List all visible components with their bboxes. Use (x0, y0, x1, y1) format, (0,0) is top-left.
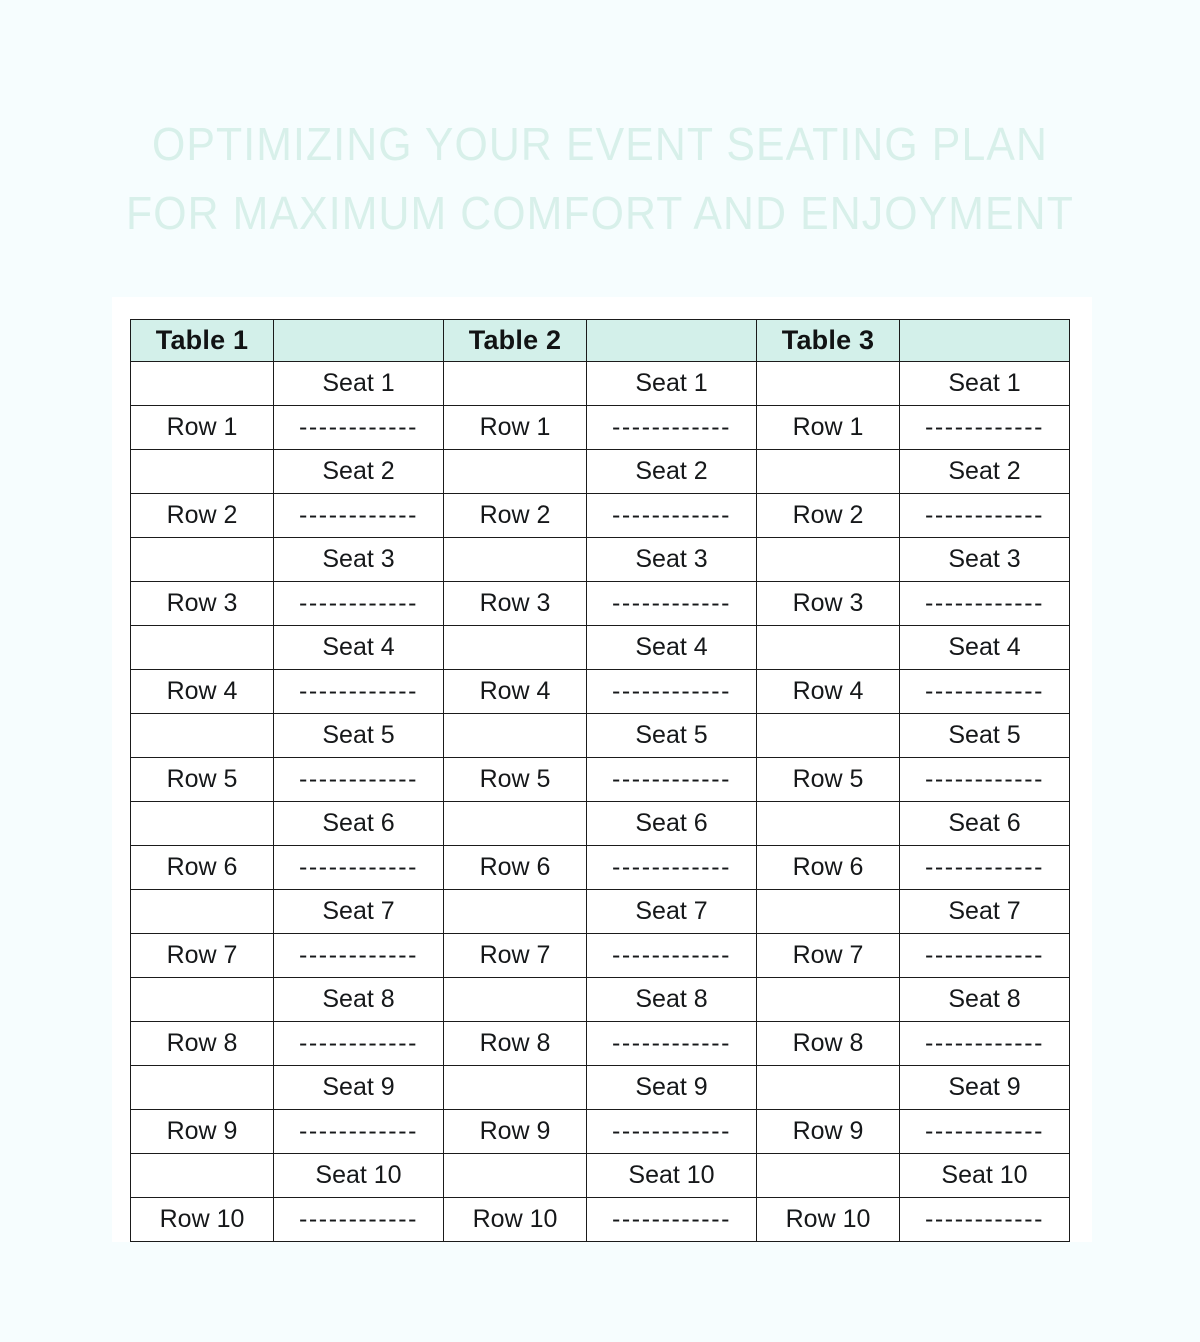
seat-label-cell: Seat 1 (900, 362, 1070, 406)
seat-label-cell: Seat 6 (900, 802, 1070, 846)
empty-cell (131, 890, 274, 934)
seat-label-cell: Seat 4 (587, 626, 757, 670)
empty-cell (757, 538, 900, 582)
row-label-cell: Row 1 (757, 406, 900, 450)
empty-cell (131, 450, 274, 494)
table-row (131, 582, 1070, 626)
seat-label-cell: Seat 3 (900, 538, 1070, 582)
table-row (131, 670, 1070, 714)
empty-cell (131, 626, 274, 670)
dashed-line-cell: ------------ (274, 406, 444, 450)
dashed-line-cell: ------------ (587, 846, 757, 890)
row-label-cell: Row 3 (131, 582, 274, 626)
empty-cell (444, 450, 587, 494)
row-label-cell: Row 7 (757, 934, 900, 978)
dashed-line-cell: ------------ (274, 1022, 444, 1066)
seat-label-cell: Seat 7 (900, 890, 1070, 934)
seat-label-cell: Seat 5 (900, 714, 1070, 758)
seat-label-cell: Seat 8 (274, 978, 444, 1022)
dashed-line-cell: ------------ (587, 406, 757, 450)
empty-cell (444, 538, 587, 582)
row-label-cell: Row 8 (131, 1022, 274, 1066)
row-label-cell: Row 5 (757, 758, 900, 802)
empty-cell (131, 978, 274, 1022)
dashed-line-cell: ------------ (274, 670, 444, 714)
table-row (131, 802, 1070, 846)
seat-label-cell: Seat 7 (587, 890, 757, 934)
seat-label-cell: Seat 3 (274, 538, 444, 582)
row-label-cell: Row 2 (757, 494, 900, 538)
dashed-line-cell: ------------ (900, 670, 1070, 714)
empty-cell (757, 890, 900, 934)
row-label-cell: Row 1 (444, 406, 587, 450)
seat-label-cell: Seat 10 (900, 1154, 1070, 1198)
seat-label-cell: Seat 1 (274, 362, 444, 406)
seat-label-cell: Seat 10 (587, 1154, 757, 1198)
seat-label-cell: Seat 5 (274, 714, 444, 758)
row-label-cell: Row 3 (757, 582, 900, 626)
dashed-line-cell: ------------ (900, 758, 1070, 802)
table-row (131, 450, 1070, 494)
empty-cell (757, 714, 900, 758)
seat-label-cell: Seat 9 (587, 1066, 757, 1110)
seat-label-cell: Seat 8 (900, 978, 1070, 1022)
dashed-line-cell: ------------ (274, 758, 444, 802)
table-row (131, 1110, 1070, 1154)
row-label-cell: Row 9 (757, 1110, 900, 1154)
row-label-cell: Row 6 (131, 846, 274, 890)
seat-label-cell: Seat 1 (587, 362, 757, 406)
table-row (131, 1154, 1070, 1198)
row-label-cell: Row 7 (444, 934, 587, 978)
header-table-3: Table 3 (757, 320, 900, 362)
row-label-cell: Row 8 (444, 1022, 587, 1066)
seat-label-cell: Seat 5 (587, 714, 757, 758)
table-row (131, 494, 1070, 538)
table-row (131, 362, 1070, 406)
empty-cell (444, 978, 587, 1022)
row-label-cell: Row 9 (131, 1110, 274, 1154)
empty-cell (131, 714, 274, 758)
table-header (131, 320, 1070, 362)
header-table-2-spacer (587, 320, 757, 362)
table-row (131, 626, 1070, 670)
header-table-1: Table 1 (131, 320, 274, 362)
dashed-line-cell: ------------ (900, 934, 1070, 978)
dashed-line-cell: ------------ (587, 670, 757, 714)
dashed-line-cell: ------------ (900, 406, 1070, 450)
row-label-cell: Row 5 (131, 758, 274, 802)
empty-cell (757, 802, 900, 846)
header-table-3-spacer (900, 320, 1070, 362)
empty-cell (757, 626, 900, 670)
empty-cell (131, 362, 274, 406)
dashed-line-cell: ------------ (274, 582, 444, 626)
seat-label-cell: Seat 4 (274, 626, 444, 670)
table-row (131, 1198, 1070, 1242)
row-label-cell: Row 9 (444, 1110, 587, 1154)
seat-label-cell: Seat 6 (587, 802, 757, 846)
empty-cell (757, 362, 900, 406)
seat-label-cell: Seat 9 (274, 1066, 444, 1110)
row-label-cell: Row 1 (131, 406, 274, 450)
dashed-line-cell: ------------ (900, 494, 1070, 538)
row-label-cell: Row 2 (444, 494, 587, 538)
dashed-line-cell: ------------ (274, 934, 444, 978)
table-row (131, 890, 1070, 934)
empty-cell (131, 802, 274, 846)
dashed-line-cell: ------------ (587, 758, 757, 802)
empty-cell (131, 1154, 274, 1198)
table-row (131, 1022, 1070, 1066)
dashed-line-cell: ------------ (900, 846, 1070, 890)
seat-label-cell: Seat 7 (274, 890, 444, 934)
seat-label-cell: Seat 4 (900, 626, 1070, 670)
table-row (131, 978, 1070, 1022)
page-title (0, 110, 1200, 248)
empty-cell (444, 1154, 587, 1198)
empty-cell (444, 626, 587, 670)
empty-cell (757, 1154, 900, 1198)
table-row (131, 406, 1070, 450)
seat-label-cell: Seat 10 (274, 1154, 444, 1198)
dashed-line-cell: ------------ (900, 1110, 1070, 1154)
seat-label-cell: Seat 2 (900, 450, 1070, 494)
empty-cell (444, 362, 587, 406)
table-row (131, 934, 1070, 978)
empty-cell (757, 978, 900, 1022)
seat-label-cell: Seat 2 (274, 450, 444, 494)
dashed-line-cell: ------------ (900, 1198, 1070, 1242)
table-body (131, 362, 1070, 1242)
seat-label-cell: Seat 2 (587, 450, 757, 494)
dashed-line-cell: ------------ (587, 1022, 757, 1066)
dashed-line-cell: ------------ (900, 1022, 1070, 1066)
row-label-cell: Row 4 (757, 670, 900, 714)
dashed-line-cell: ------------ (274, 1110, 444, 1154)
seat-label-cell: Seat 9 (900, 1066, 1070, 1110)
header-table-2: Table 2 (444, 320, 587, 362)
empty-cell (444, 1066, 587, 1110)
empty-cell (444, 890, 587, 934)
dashed-line-cell: ------------ (587, 1198, 757, 1242)
dashed-line-cell: ------------ (900, 582, 1070, 626)
seating-table (130, 319, 1070, 1242)
empty-cell (131, 538, 274, 582)
seat-label-cell: Seat 6 (274, 802, 444, 846)
dashed-line-cell: ------------ (587, 1110, 757, 1154)
row-label-cell: Row 10 (757, 1198, 900, 1242)
dashed-line-cell: ------------ (587, 934, 757, 978)
table-row (131, 1066, 1070, 1110)
row-label-cell: Row 2 (131, 494, 274, 538)
seat-label-cell: Seat 8 (587, 978, 757, 1022)
table-header-row (131, 320, 1070, 362)
dashed-line-cell: ------------ (274, 846, 444, 890)
empty-cell (757, 450, 900, 494)
table-row (131, 758, 1070, 802)
empty-cell (131, 1066, 274, 1110)
row-label-cell: Row 10 (444, 1198, 587, 1242)
row-label-cell: Row 8 (757, 1022, 900, 1066)
row-label-cell: Row 6 (444, 846, 587, 890)
empty-cell (444, 714, 587, 758)
page-title-line-1: OPTIMIZING YOUR EVENT SEATING PLAN (151, 118, 1049, 170)
row-label-cell: Row 4 (131, 670, 274, 714)
row-label-cell: Row 6 (757, 846, 900, 890)
empty-cell (757, 1066, 900, 1110)
header-table-1-spacer (274, 320, 444, 362)
row-label-cell: Row 4 (444, 670, 587, 714)
table-row (131, 714, 1070, 758)
row-label-cell: Row 10 (131, 1198, 274, 1242)
row-label-cell: Row 5 (444, 758, 587, 802)
dashed-line-cell: ------------ (587, 494, 757, 538)
seat-label-cell: Seat 3 (587, 538, 757, 582)
dashed-line-cell: ------------ (274, 1198, 444, 1242)
row-label-cell: Row 3 (444, 582, 587, 626)
dashed-line-cell: ------------ (274, 494, 444, 538)
empty-cell (444, 802, 587, 846)
page-title-line-2: FOR MAXIMUM COMFORT AND ENJOYMENT (126, 187, 1074, 239)
table-row (131, 846, 1070, 890)
dashed-line-cell: ------------ (587, 582, 757, 626)
row-label-cell: Row 7 (131, 934, 274, 978)
table-row (131, 538, 1070, 582)
